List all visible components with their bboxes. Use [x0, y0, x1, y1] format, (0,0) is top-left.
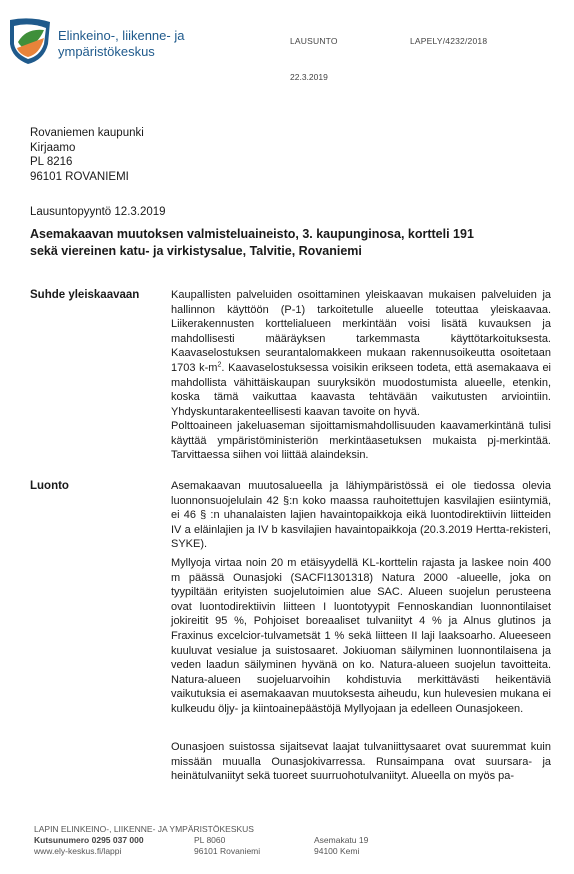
footer-web: www.ely-keskus.fi/lappi [34, 846, 122, 856]
footer-street-city: 94100 Kemi [314, 846, 360, 856]
footer-po-box: PL 8060 [194, 835, 226, 845]
paragraph-text: Ounasjoen suistossa sijaitsevat laajat tulvaniittysaaret ovat suuremmat kuin missään muualla Ounasjokivarressa. Runsaimpana ovat suursara- ja heinätulvaniityt sekä tuoreet suurruohotulvaniityt. Alueella on myös pa- [171, 741, 551, 783]
recipient-line: PL 8216 [30, 156, 73, 168]
title-line-1: Asemakaavan muutoksen valmisteluaineisto, 3. kaupunginosa, kortteli 191 [30, 227, 474, 241]
section-label: Luonto [30, 480, 69, 492]
reference-number: LAPELY/4232/2018 [410, 36, 488, 46]
organization-name [58, 28, 184, 60]
section-paragraph [171, 288, 551, 419]
document-type: LAUSUNTO [290, 36, 338, 46]
footer-contact [34, 835, 144, 857]
paragraph-text: . Kaavaselostuksessa voisikin erikseen todeta, että asemakaava ei mahdollista vähittäiskaupan suuryksikön muodostumista alueelle, etenkin, koska tämä vaikuttaa kaavasta tehtävään vaikutusten arviointiin. Yhdyskuntarakenteellisesti kaavan tavoite on hyvä. [171, 361, 552, 418]
request-reference: Lausuntopyyntö 12.3.2019 [30, 206, 166, 218]
section-paragraph [171, 479, 551, 552]
recipient-line: 96101 ROVANIEMI [30, 170, 129, 183]
footer-postal [194, 835, 260, 857]
section-paragraph [171, 419, 551, 463]
paragraph-text: Kaupallisten palveluiden osoittaminen yleiskaavan mukaisen palveluiden ja hallinnon käyttöön (P-1) tarkoitetulle alueelle toteuttaa yleiskaavaa. Liikerakennusten korttelialueen merkintään voisi lisätä kuvauksen ja mahdollisesti määräyksen tarkemmasta käyttötarkoituksesta. Kaavaselostuksen seurantalomakkeen mukaan rakennusoikeutta osoitetaan 1703 k-m [171, 289, 551, 374]
recipient-line: Kirjaamo [30, 141, 76, 154]
footer-street [314, 835, 368, 857]
section-label: Suhde yleiskaavaan [30, 289, 140, 301]
footer-phone: Kutsunumero 0295 037 000 [34, 835, 144, 845]
recipient-line: Rovaniemen kaupunki [30, 127, 144, 139]
title-line-2: sekä viereinen katu- ja virkistysalue, Talvitie, Rovaniemi [30, 244, 362, 258]
document-date: 22.3.2019 [290, 72, 328, 82]
ely-logo-icon [4, 14, 56, 66]
footer-org: LAPIN ELINKEINO-, LIIKENNE- JA YMPÄRISTÖKESKUS [34, 824, 254, 834]
paragraph-text: Myllyoja virtaa noin 20 m etäisyydellä KL-korttelin rajasta ja laskee noin 400 m päässä Ounasjoki (SACFI1301318) Natura 2000 -alueelle, joka on tyypiltään erityisten suojelutoimien alue SAC. Alueen suojelun perusteena ovat luontodirektiivin liitteen I luontotyypit Fennoskandian luonnontilaiset jokireitit 95 %, Pohjoiset boreaaliset tulvaniityt 4 % ja Alnus glutinos ja Fraxinus excelcior-tulvametsät 1 % sekä liitteen II laji laaksoarho. Alueeseen kuuluvat vesialue ja suistosaaret. Jokiuoman säilyminen luonnontilaisena ja veden laadun säilyminen hyvänä on ko. Natura-alueen suojelun tavoitteita. Natura-alueen suojeluarvoihin kohdistuvia merkittävästi heikentäviä vaikutuksia ei asemakaavan muutoksesta aiheudu, kun hulevesien mukana ei kulkeudu öljy- ja kiintoainepäästöjä Myllyojaan ja edelleen Ounasjokeen. [171, 557, 551, 715]
statement-title [30, 226, 550, 260]
superscript: 2 [217, 361, 222, 369]
org-line-1: Elinkeino-, liikenne- ja [58, 28, 185, 43]
section-paragraph [171, 740, 551, 784]
footer-street-address: Asemakatu 19 [314, 835, 369, 845]
paragraph-text: Polttoaineen jakeluaseman sijoittamismahdollisuuden kaavamerkintänä tulisi käyttää ympäristöministeriön merkintäasetuksen mukaista pj-merkintää. Tarvittaessa siihen voi liittää alaindeksin. [171, 420, 551, 462]
org-line-2: ympäristökeskus [58, 44, 155, 59]
paragraph-text: Asemakaavan muutosalueella ja lähiympäristössä ei ole tiedossa olevia luonnonsuojelulain 42 §:n koko maassa rauhoitettujen kasvilajien esiintymiä, ei 46 § :n uhanalaisten lajien havaintopaikkoja eikä luontodirektiivin liitteiden IV a eläinlajien ja IV b kasvilajien havaintopaikkoja (20.3.2019 Hertta-rekisteri, SYKE). [171, 480, 551, 551]
section-paragraph [171, 556, 551, 717]
footer-po-city: 96101 Rovaniemi [194, 846, 261, 856]
recipient-address [30, 126, 144, 184]
